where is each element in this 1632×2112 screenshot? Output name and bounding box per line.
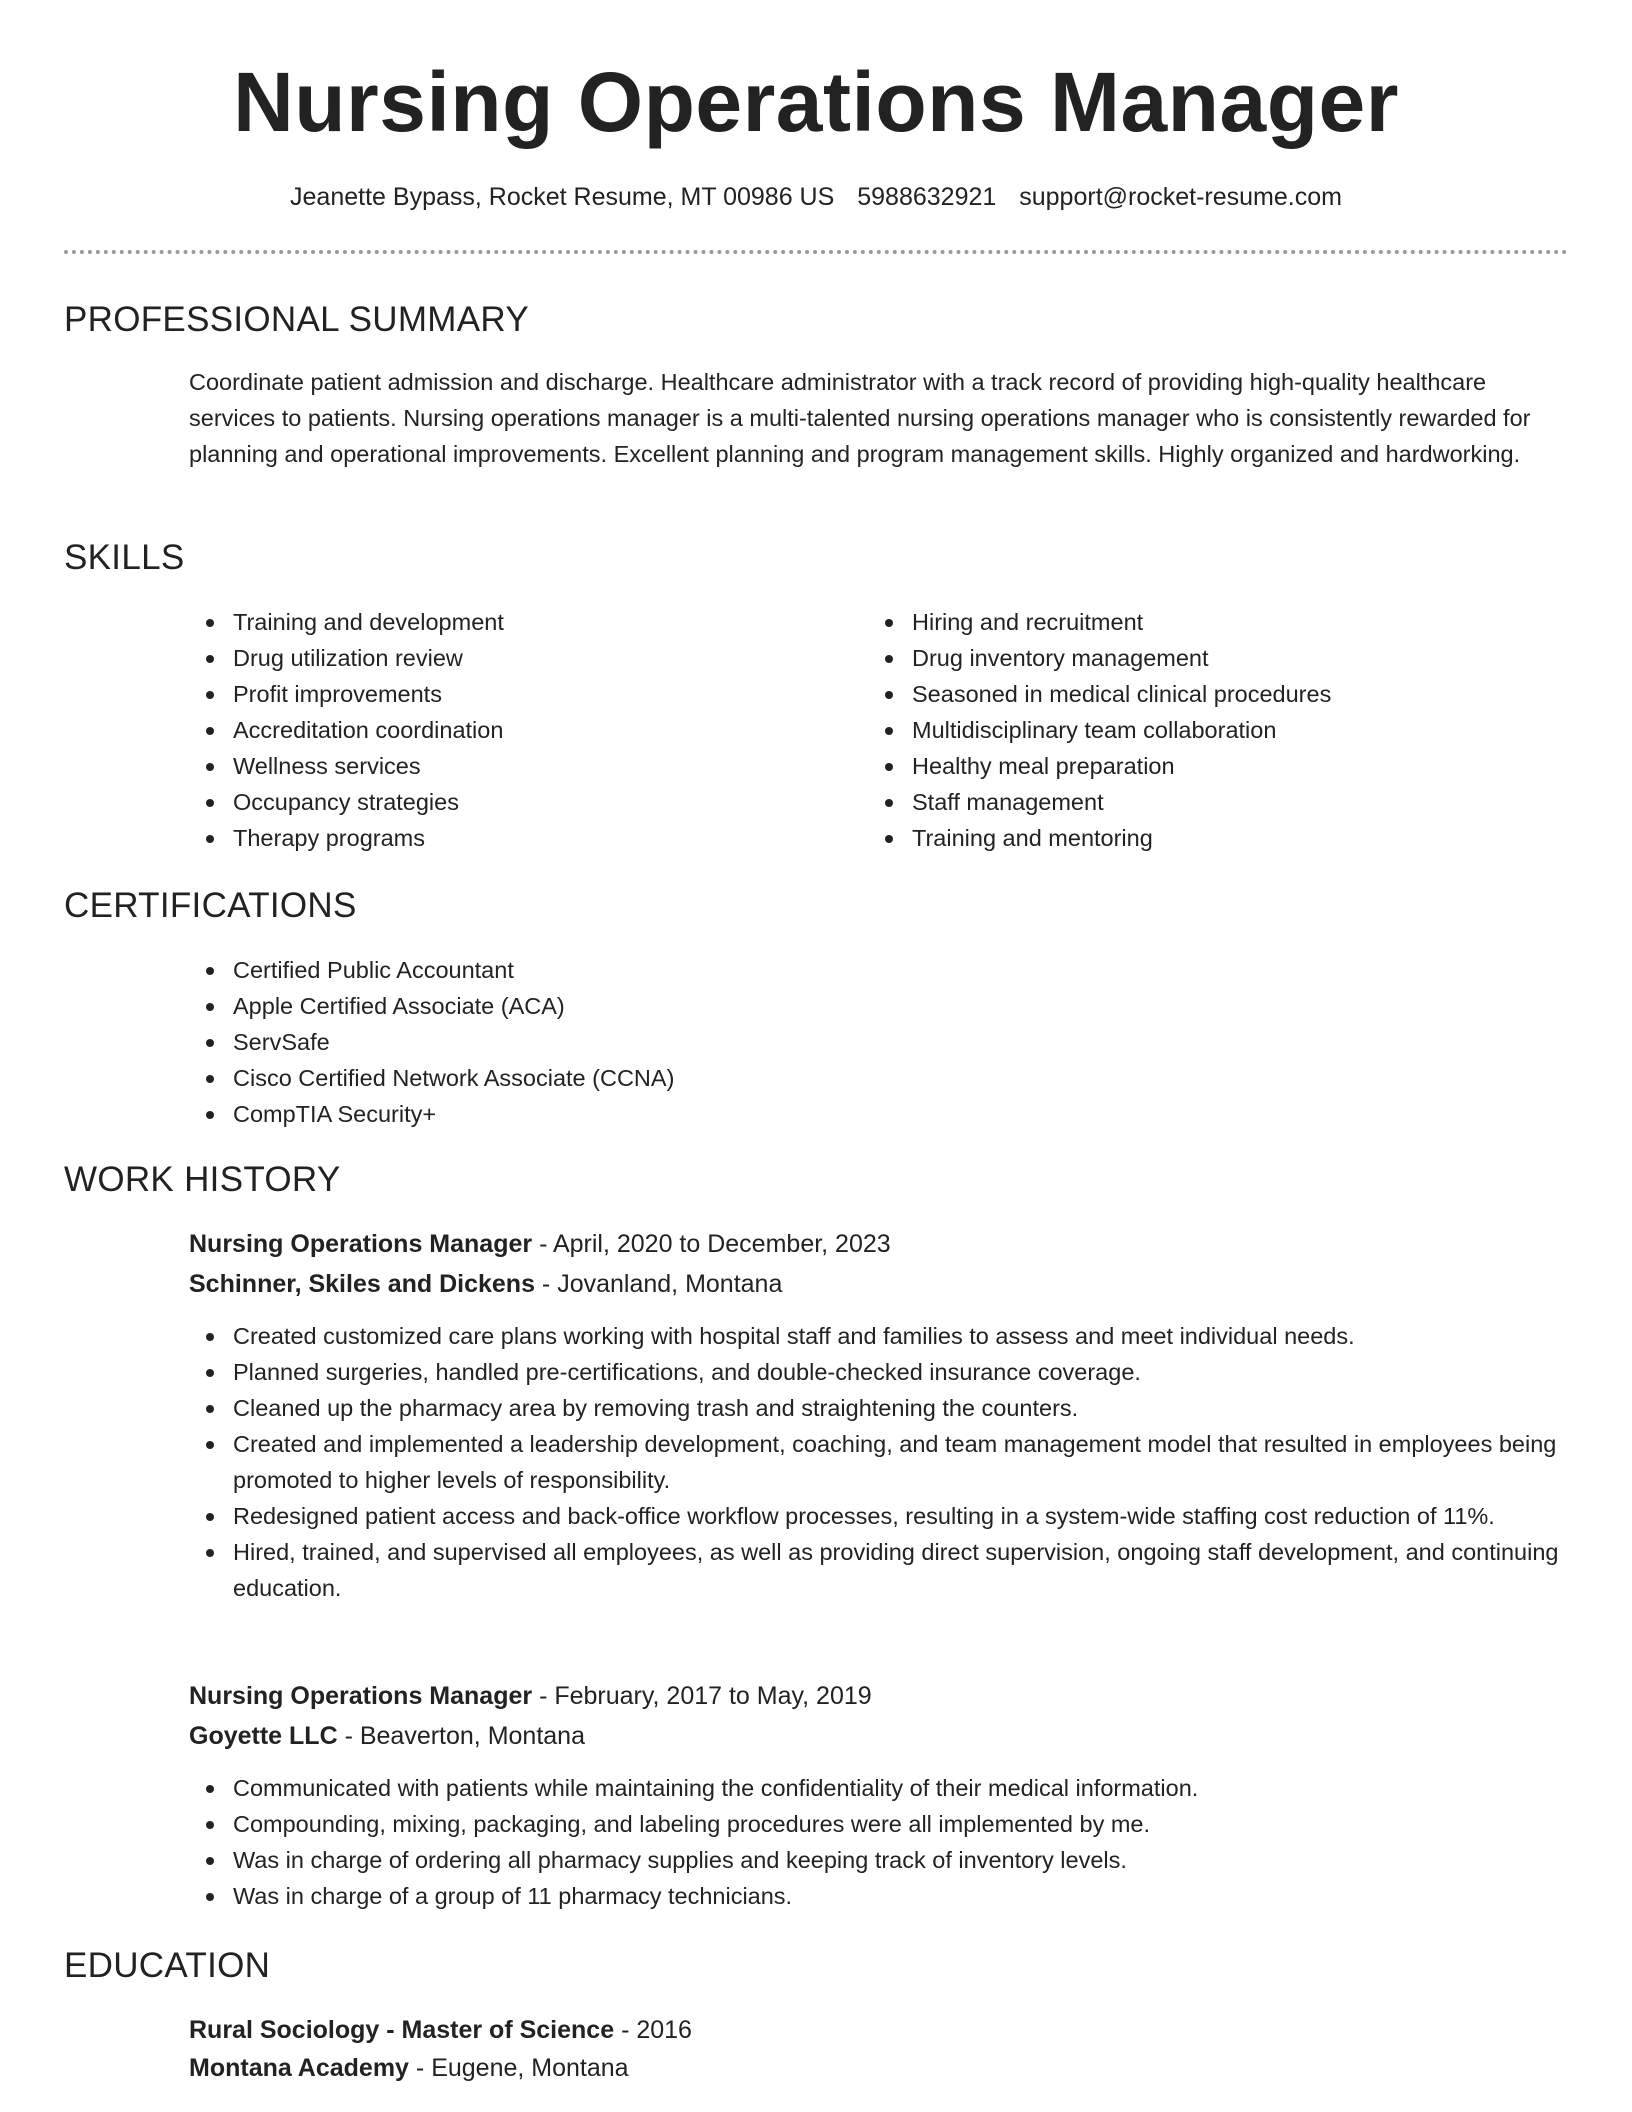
list-item: Accreditation coordination bbox=[189, 712, 849, 748]
list-item: Compounding, mixing, packaging, and labeling procedures were all implemented by me. bbox=[189, 1806, 1569, 1842]
education-school-line: Montana Academy - Eugene, Montana bbox=[189, 2054, 629, 2082]
list-item: Multidisciplinary team collaboration bbox=[868, 712, 1558, 748]
job-1-company-line: Schinner, Skiles and Dickens - Jovanland, Montana bbox=[189, 1270, 783, 1298]
job-2-company: Goyette LLC bbox=[189, 1722, 338, 1750]
contact-line bbox=[0, 180, 1632, 214]
job-2-title-line: Nursing Operations Manager - February, 2017 to May, 2019 bbox=[189, 1682, 872, 1710]
education-location: Eugene, Montana bbox=[431, 2054, 629, 2082]
list-item: Therapy programs bbox=[189, 820, 849, 856]
job-1-bullets bbox=[189, 1318, 1569, 1606]
list-item: Hired, trained, and supervised all employees, as well as providing direct supervision, ongoing staff development, and continuing education. bbox=[189, 1534, 1569, 1606]
education-degree: Rural Sociology - Master of Science bbox=[189, 2016, 615, 2044]
summary-heading: PROFESSIONAL SUMMARY bbox=[64, 300, 529, 339]
header-divider bbox=[64, 250, 1568, 254]
list-item: Drug inventory management bbox=[868, 640, 1558, 676]
contact-phone: 5988632921 bbox=[857, 183, 997, 211]
list-item: CompTIA Security+ bbox=[189, 1096, 1489, 1132]
list-item: Wellness services bbox=[189, 748, 849, 784]
contact-email[interactable]: support@rocket-resume.com bbox=[1019, 183, 1342, 211]
job-2-bullets bbox=[189, 1770, 1569, 1914]
list-item: Planned surgeries, handled pre-certifications, and double-checked insurance coverage. bbox=[189, 1354, 1569, 1390]
list-item: ServSafe bbox=[189, 1024, 1489, 1060]
education-degree-line: Rural Sociology - Master of Science - 2016 bbox=[189, 2016, 692, 2044]
skills-list-left bbox=[189, 604, 849, 856]
job-2-location: Beaverton, Montana bbox=[359, 1722, 585, 1750]
job-2-role: Nursing Operations Manager bbox=[189, 1682, 533, 1710]
resume-name: Nursing Operations Manager bbox=[233, 55, 1399, 149]
list-item: Drug utilization review bbox=[189, 640, 849, 676]
list-item: Apple Certified Associate (ACA) bbox=[189, 988, 1489, 1024]
list-item: Staff management bbox=[868, 784, 1558, 820]
job-1-dates: April, 2020 to December, 2023 bbox=[552, 1230, 891, 1258]
contact-address: Jeanette Bypass, Rocket Resume, MT 00986 US bbox=[290, 183, 835, 211]
education-school: Montana Academy bbox=[189, 2054, 409, 2082]
education-heading: EDUCATION bbox=[64, 1946, 271, 1985]
job-1-company: Schinner, Skiles and Dickens bbox=[189, 1270, 535, 1298]
list-item: Created customized care plans working with hospital staff and families to assess and meet individual needs. bbox=[189, 1318, 1569, 1354]
education-year: 2016 bbox=[636, 2016, 692, 2044]
list-item: Created and implemented a leadership development, coaching, and team management model that resulted in employees being promoted to higher levels of responsibility. bbox=[189, 1426, 1569, 1498]
list-item: Was in charge of a group of 11 pharmacy technicians. bbox=[189, 1878, 1569, 1914]
skills-list-right bbox=[868, 604, 1558, 856]
job-1-role: Nursing Operations Manager bbox=[189, 1230, 533, 1258]
certifications-list bbox=[189, 952, 1489, 1132]
list-item: Seasoned in medical clinical procedures bbox=[868, 676, 1558, 712]
job-2-dates: February, 2017 to May, 2019 bbox=[554, 1682, 872, 1710]
work-history-heading: WORK HISTORY bbox=[64, 1160, 341, 1199]
list-item: Cisco Certified Network Associate (CCNA) bbox=[189, 1060, 1489, 1096]
list-item: Communicated with patients while maintaining the confidentiality of their medical information. bbox=[189, 1770, 1569, 1806]
job-1-title-line: Nursing Operations Manager - April, 2020 to December, 2023 bbox=[189, 1230, 891, 1258]
list-item: Hiring and recruitment bbox=[868, 604, 1558, 640]
list-item: Healthy meal preparation bbox=[868, 748, 1558, 784]
list-item: Profit improvements bbox=[189, 676, 849, 712]
list-item: Training and mentoring bbox=[868, 820, 1558, 856]
job-1-location: Jovanland, Montana bbox=[557, 1270, 783, 1298]
skills-heading: SKILLS bbox=[64, 538, 185, 577]
list-item: Occupancy strategies bbox=[189, 784, 849, 820]
summary-text: Coordinate patient admission and discharge. Healthcare administrator with a track record of providing high-quality healthcare services to patients. Nursing operations manager is a multi-talented nursing operations manager who is consistently rewarded for planning and operational improvements. Excellent planning and program management skills. Highly organized and hardworking. bbox=[189, 369, 1531, 467]
list-item: Certified Public Accountant bbox=[189, 952, 1489, 988]
list-item: Was in charge of ordering all pharmacy supplies and keeping track of inventory levels. bbox=[189, 1842, 1569, 1878]
job-2-company-line: Goyette LLC - Beaverton, Montana bbox=[189, 1722, 585, 1750]
list-item: Redesigned patient access and back-office workflow processes, resulting in a system-wide staffing cost reduction of 11%. bbox=[189, 1498, 1569, 1534]
certifications-heading: CERTIFICATIONS bbox=[64, 886, 357, 925]
list-item: Cleaned up the pharmacy area by removing trash and straightening the counters. bbox=[189, 1390, 1569, 1426]
list-item: Training and development bbox=[189, 604, 849, 640]
